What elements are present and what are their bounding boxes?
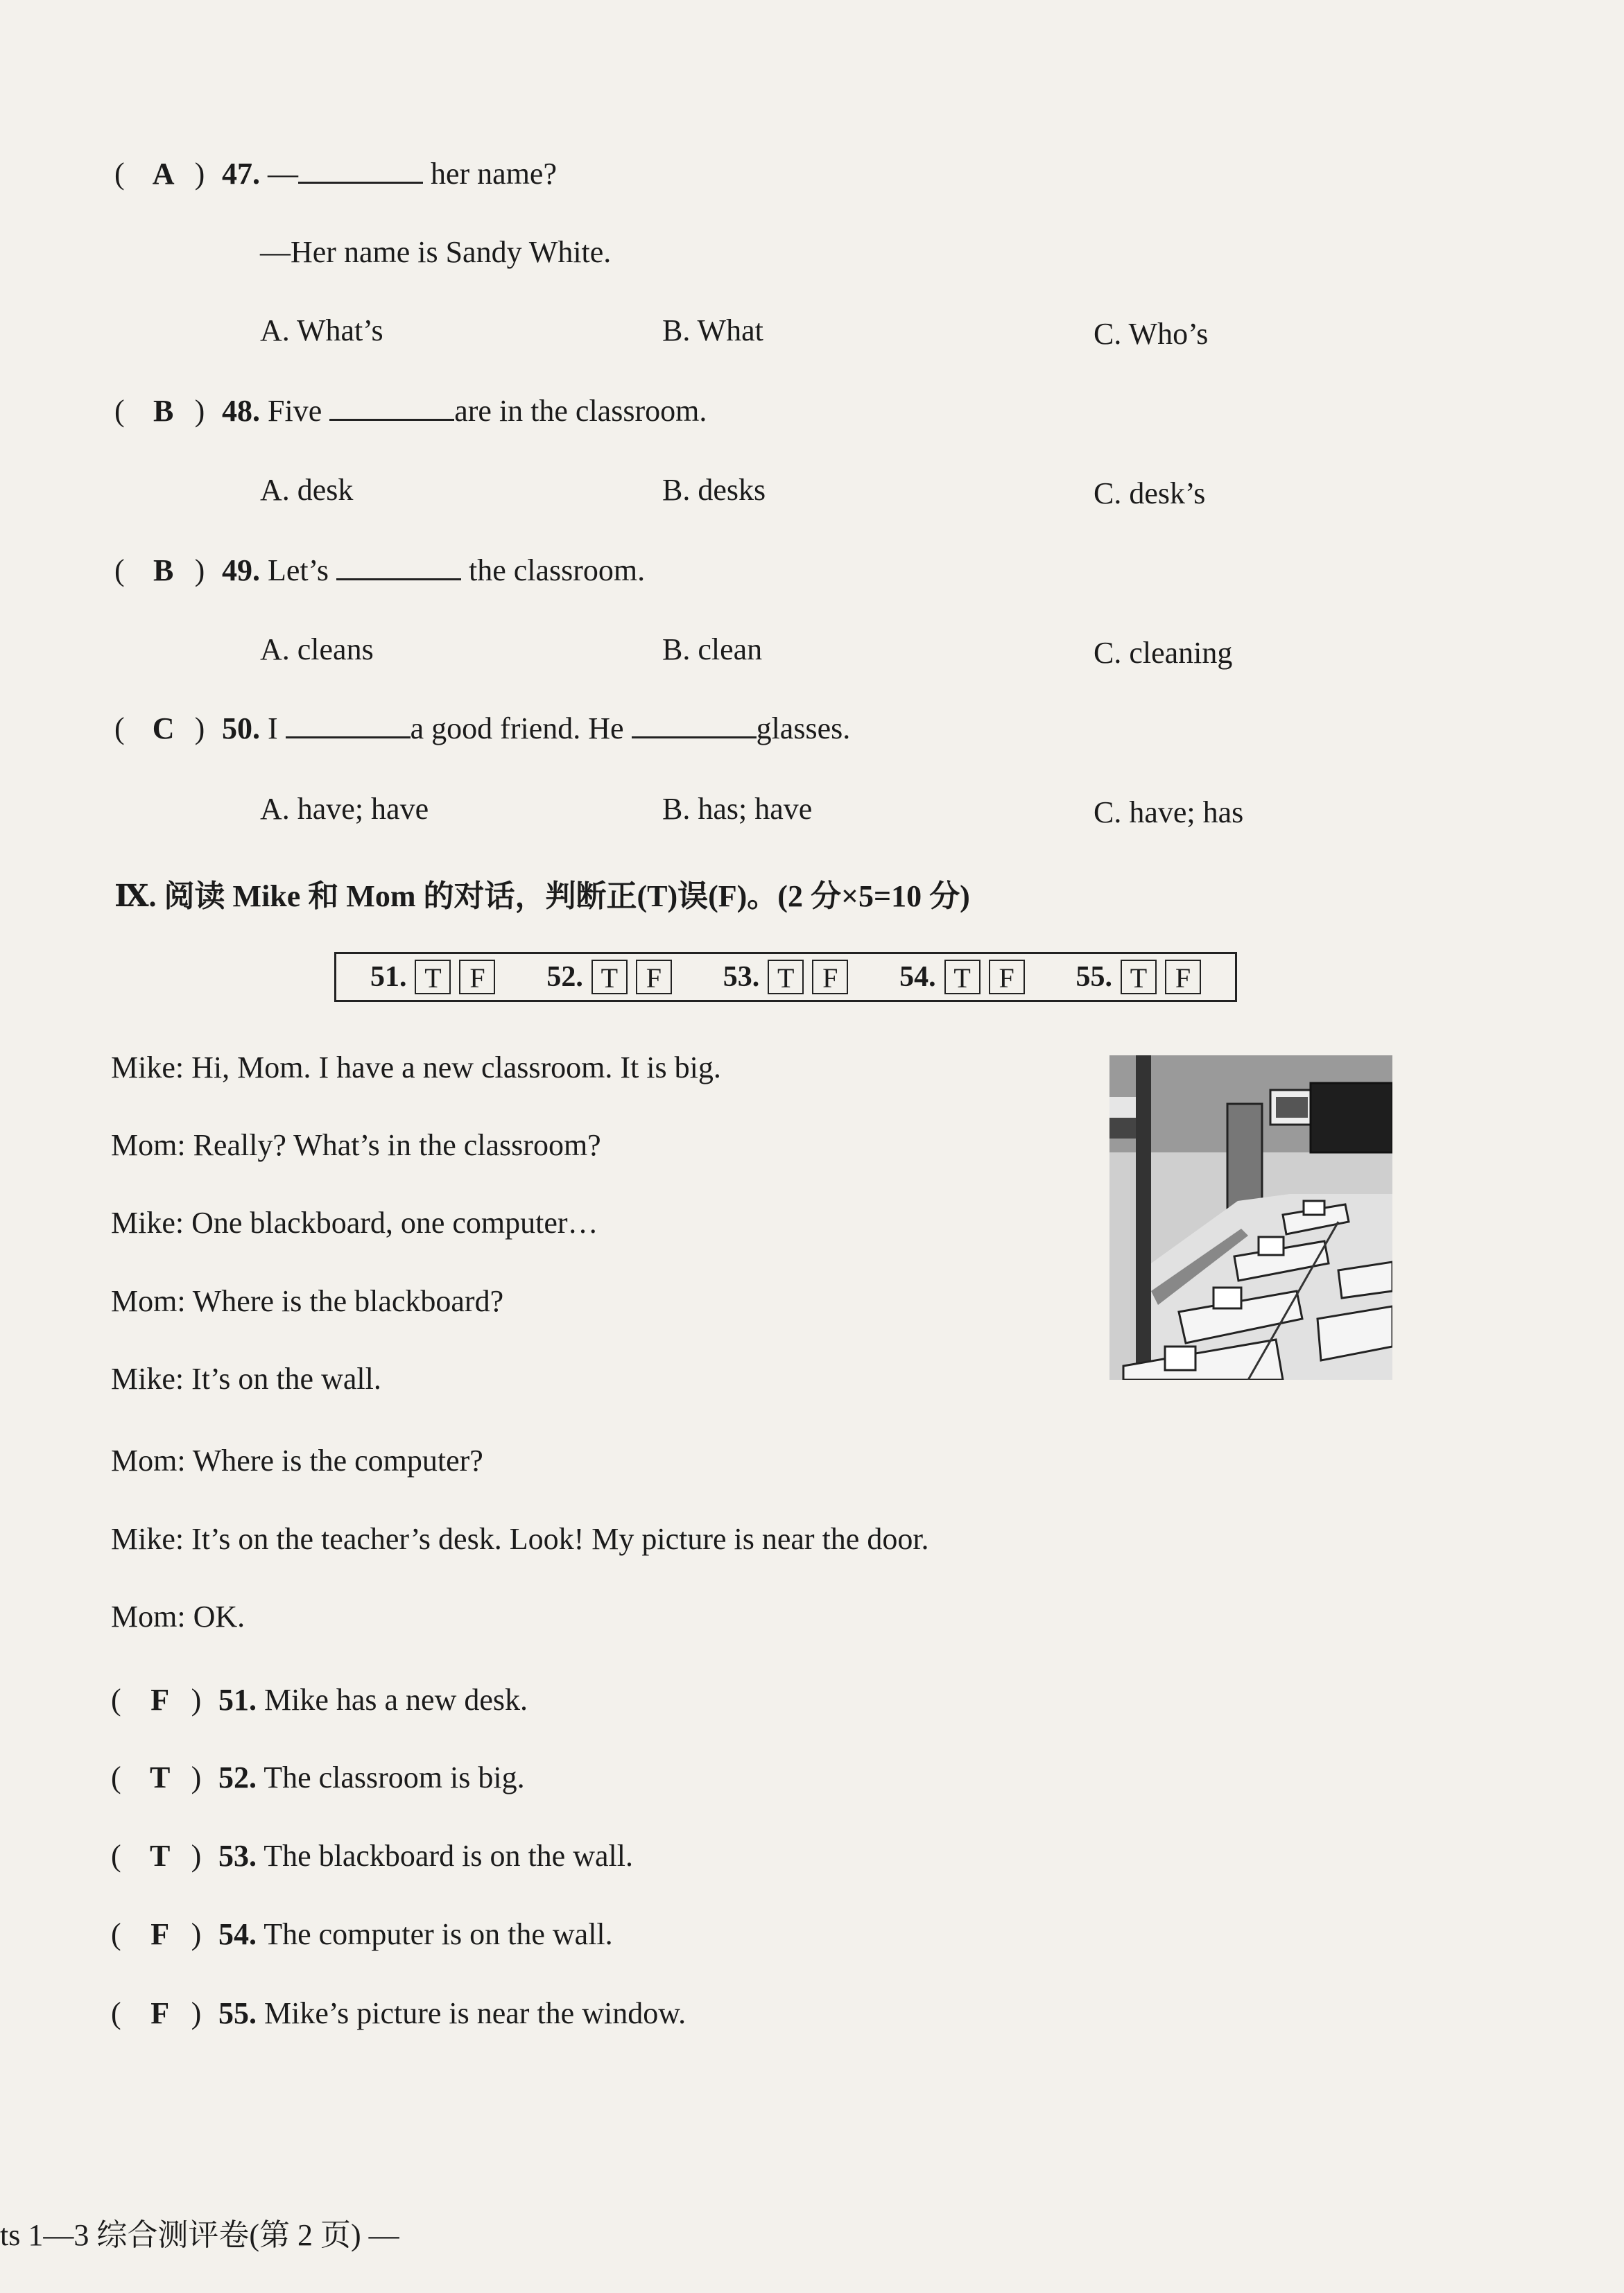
dialog-line: Mike: It’s on the teacher’s desk. Look! My picture is near the door. (111, 1522, 929, 1556)
question-49: ( B ) 49. Let’s the classroom. (114, 553, 646, 587)
answer-blank (336, 555, 461, 580)
option-c: C. cleaning (1094, 636, 1233, 670)
dialog-line: Mom: Really? What’s in the classroom? (111, 1128, 601, 1162)
option-b: B. What (662, 313, 763, 347)
option-b: B. has; have (662, 792, 813, 826)
tf-item: 53. T F (723, 960, 849, 994)
answer-blank (286, 713, 411, 738)
question-48: ( B ) 48. Five are in the classroom. (114, 394, 707, 428)
page-footer: ts 1—3 综合测评卷(第 2 页) — (0, 2218, 399, 2252)
option-c: C. Who’s (1094, 317, 1209, 351)
section-title: Ⅸ. 阅读 Mike 和 Mom 的对话，判断正(T)误(F)。(2 分×5=10 分) (114, 879, 970, 913)
dialog-line: Mom: Where is the blackboard? (111, 1284, 504, 1318)
dialog-line: Mike: One blackboard, one computer… (111, 1206, 598, 1240)
tf-item: 52. T F (546, 960, 672, 994)
tf-item: 51. T F (370, 960, 496, 994)
judgment-52: ( T ) 52. The classroom is big. (111, 1760, 525, 1794)
answer-paren: ( T ) (111, 1839, 202, 1873)
false-box: F (636, 960, 672, 994)
false-box: F (1165, 960, 1201, 994)
option-c: C. desk’s (1094, 476, 1206, 510)
option-b: B. clean (662, 632, 763, 666)
dialog-line: Mom: Where is the computer? (111, 1444, 483, 1478)
question-50: ( C ) 50. I a good friend. He glasses. (114, 711, 851, 745)
answer-paren: ( T ) (111, 1760, 202, 1794)
answer-blank (298, 158, 423, 184)
dialog-line: Mom: OK. (111, 1600, 245, 1634)
true-box: T (1121, 960, 1157, 994)
answer-paren: ( B ) (114, 394, 205, 428)
dialog-line: Mike: It’s on the wall. (111, 1362, 381, 1396)
true-box: T (591, 960, 628, 994)
answer-paren: ( A ) (114, 157, 205, 191)
answer-blank (632, 713, 757, 738)
option-a: A. desk (260, 473, 354, 507)
question-47: ( A ) 47. — her name? (114, 157, 557, 191)
false-box: F (459, 960, 495, 994)
answer-paren: ( F ) (111, 1996, 202, 2030)
true-box: T (768, 960, 804, 994)
option-a: A. cleans (260, 632, 374, 666)
judgment-51: ( F ) 51. Mike has a new desk. (111, 1683, 528, 1717)
classroom-picture (1109, 1055, 1392, 1380)
judgment-54: ( F ) 54. The computer is on the wall. (111, 1917, 613, 1951)
false-box: F (812, 960, 848, 994)
tf-item: 54. T F (899, 960, 1025, 994)
option-b: B. desks (662, 473, 766, 507)
dialog-line: Mike: Hi, Mom. I have a new classroom. It is big. (111, 1050, 721, 1084)
tf-answer-box (334, 952, 1237, 1002)
option-a: A. have; have (260, 792, 429, 826)
answer-paren: ( F ) (111, 1683, 202, 1717)
answer-blank (329, 395, 454, 421)
true-box: T (944, 960, 981, 994)
option-a: A. What’s (260, 313, 383, 347)
question-47-reply: —Her name is Sandy White. (260, 235, 612, 269)
judgment-55: ( F ) 55. Mike’s picture is near the window. (111, 1996, 686, 2030)
judgment-53: ( T ) 53. The blackboard is on the wall. (111, 1839, 633, 1873)
answer-paren: ( C ) (114, 711, 205, 745)
option-c: C. have; has (1094, 795, 1244, 829)
false-box: F (989, 960, 1025, 994)
answer-paren: ( F ) (111, 1917, 202, 1951)
true-box: T (415, 960, 451, 994)
answer-paren: ( B ) (114, 553, 205, 587)
tf-item: 55. T F (1076, 960, 1202, 994)
